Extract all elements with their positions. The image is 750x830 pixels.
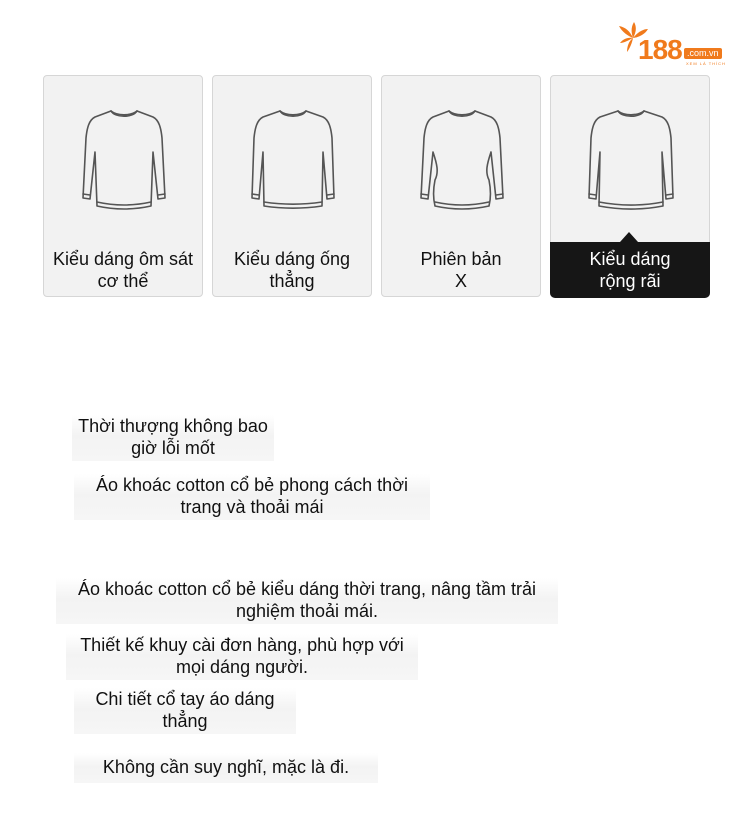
style-option-straight[interactable]: [212, 75, 372, 297]
product-description: Áo khoác cotton cổ bẻ kiểu dáng thời trang, nâng tầm trải nghiệm thoải mái.: [56, 578, 558, 624]
feature-cuff-detail: Chi tiết cổ tay áo dáng thẳng: [74, 688, 296, 734]
style-option-x-version[interactable]: [381, 75, 541, 297]
slogan-text: Thời thượng không bao giờ lỗi mốt: [72, 415, 274, 461]
logo-wordmark: 188: [638, 34, 682, 65]
product-title: Áo khoác cotton cổ bẻ phong cách thời trang và thoải mái: [74, 474, 430, 520]
closing-text: Không cần suy nghĩ, mặc là đi.: [74, 753, 378, 783]
style-option-label: Kiểu dáng rộng rãi: [589, 249, 671, 291]
style-option-label: Phiên bản X: [420, 249, 502, 291]
style-option-label: Kiểu dáng ống thẳng: [233, 249, 351, 291]
loose-shirt-icon: [588, 108, 674, 212]
feature-button-design: Thiết kế khuy cài đơn hàng, phù hợp với mọi dáng người.: [66, 634, 418, 680]
straight-shirt-icon: [250, 108, 336, 212]
x-shape-shirt-icon: [419, 108, 505, 212]
fitted-shirt-icon: [81, 108, 167, 212]
brand-logo[interactable]: [618, 22, 734, 70]
style-option-loose[interactable]: [550, 75, 710, 297]
style-option-fitted[interactable]: [43, 75, 203, 297]
style-option-label: Kiểu dáng ôm sát cơ thể: [52, 249, 194, 291]
logo-domain: .com.vn: [684, 48, 722, 59]
logo-tagline: XEM LÀ THÍCH: [686, 61, 726, 66]
